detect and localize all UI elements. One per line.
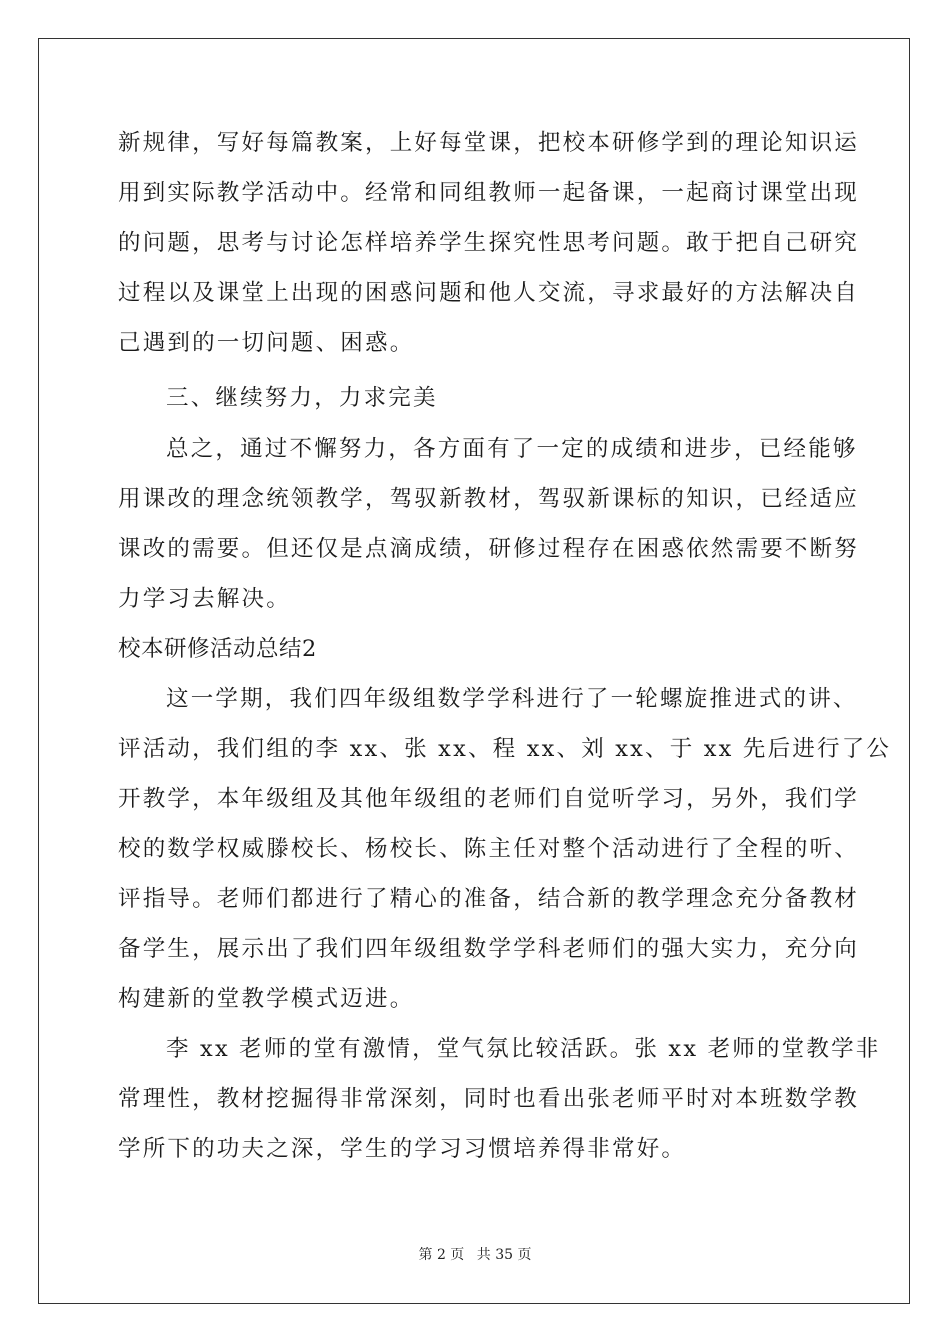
paragraph-line: 用到实际教学活动中。经常和同组教师一起备课，一起商讨课堂出现: [118, 180, 860, 206]
paragraph-line: 己遇到的一切问题、困惑。: [118, 330, 415, 356]
paragraph-line: 构建新的堂教学模式迈进。: [118, 986, 415, 1012]
paragraph-line: 这一学期，我们四年级组数学学科进行了一轮螺旋推进式的讲、: [166, 686, 858, 712]
paragraph-line: 学所下的功夫之深，学生的学习习惯培养得非常好。: [118, 1136, 687, 1162]
page-footer: [0, 1244, 950, 1264]
paragraph-line: 常理性，教材挖掘得非常深刻，同时也看出张老师平时对本班数学教: [118, 1086, 860, 1112]
paragraph-line: 李 xx 老师的堂有激情，堂气氛比较活跃。张 xx 老师的堂教学非: [166, 1036, 881, 1062]
paragraph-line: 总之，通过不懈努力，各方面有了一定的成绩和进步，已经能够: [166, 436, 858, 462]
paragraph-line: 力学习去解决。: [118, 586, 291, 612]
paragraph-line: 开教学，本年级组及其他年级组的老师们自觉听学习，另外，我们学: [118, 786, 860, 812]
document-title: 校本研修活动总结2: [118, 636, 317, 662]
paragraph-line: 校的数学权威滕校长、杨校长、陈主任对整个活动进行了全程的听、: [118, 836, 860, 862]
page-total: 共 35 页: [476, 1247, 532, 1263]
paragraph-line: 新规律，写好每篇教案，上好每堂课，把校本研修学到的理论知识运: [118, 130, 860, 156]
paragraph-line: 的问题，思考与讨论怎样培养学生探究性思考问题。敢于把自己研究: [118, 230, 860, 256]
paragraph-line: 用课改的理念统领教学，驾驭新教材，驾驭新课标的知识，已经适应: [118, 486, 860, 512]
paragraph-line: 课改的需要。但还仅是点滴成绩，研修过程存在困惑依然需要不断努: [118, 536, 860, 562]
paragraph-line: 备学生，展示出了我们四年级组数学学科老师们的强大实力，充分向: [118, 936, 860, 962]
section-heading: 三、继续努力，力求完美: [166, 385, 438, 411]
paragraph-line: 过程以及课堂上出现的困惑问题和他人交流，寻求最好的方法解决自: [118, 280, 860, 306]
paragraph-line: 评活动，我们组的李 xx、张 xx、程 xx、刘 xx、于 xx 先后进行了公: [118, 736, 892, 762]
page-number: 第 2 页: [418, 1247, 465, 1263]
paragraph-line: 评指导。老师们都进行了精心的准备，结合新的教学理念充分备教材: [118, 886, 860, 912]
